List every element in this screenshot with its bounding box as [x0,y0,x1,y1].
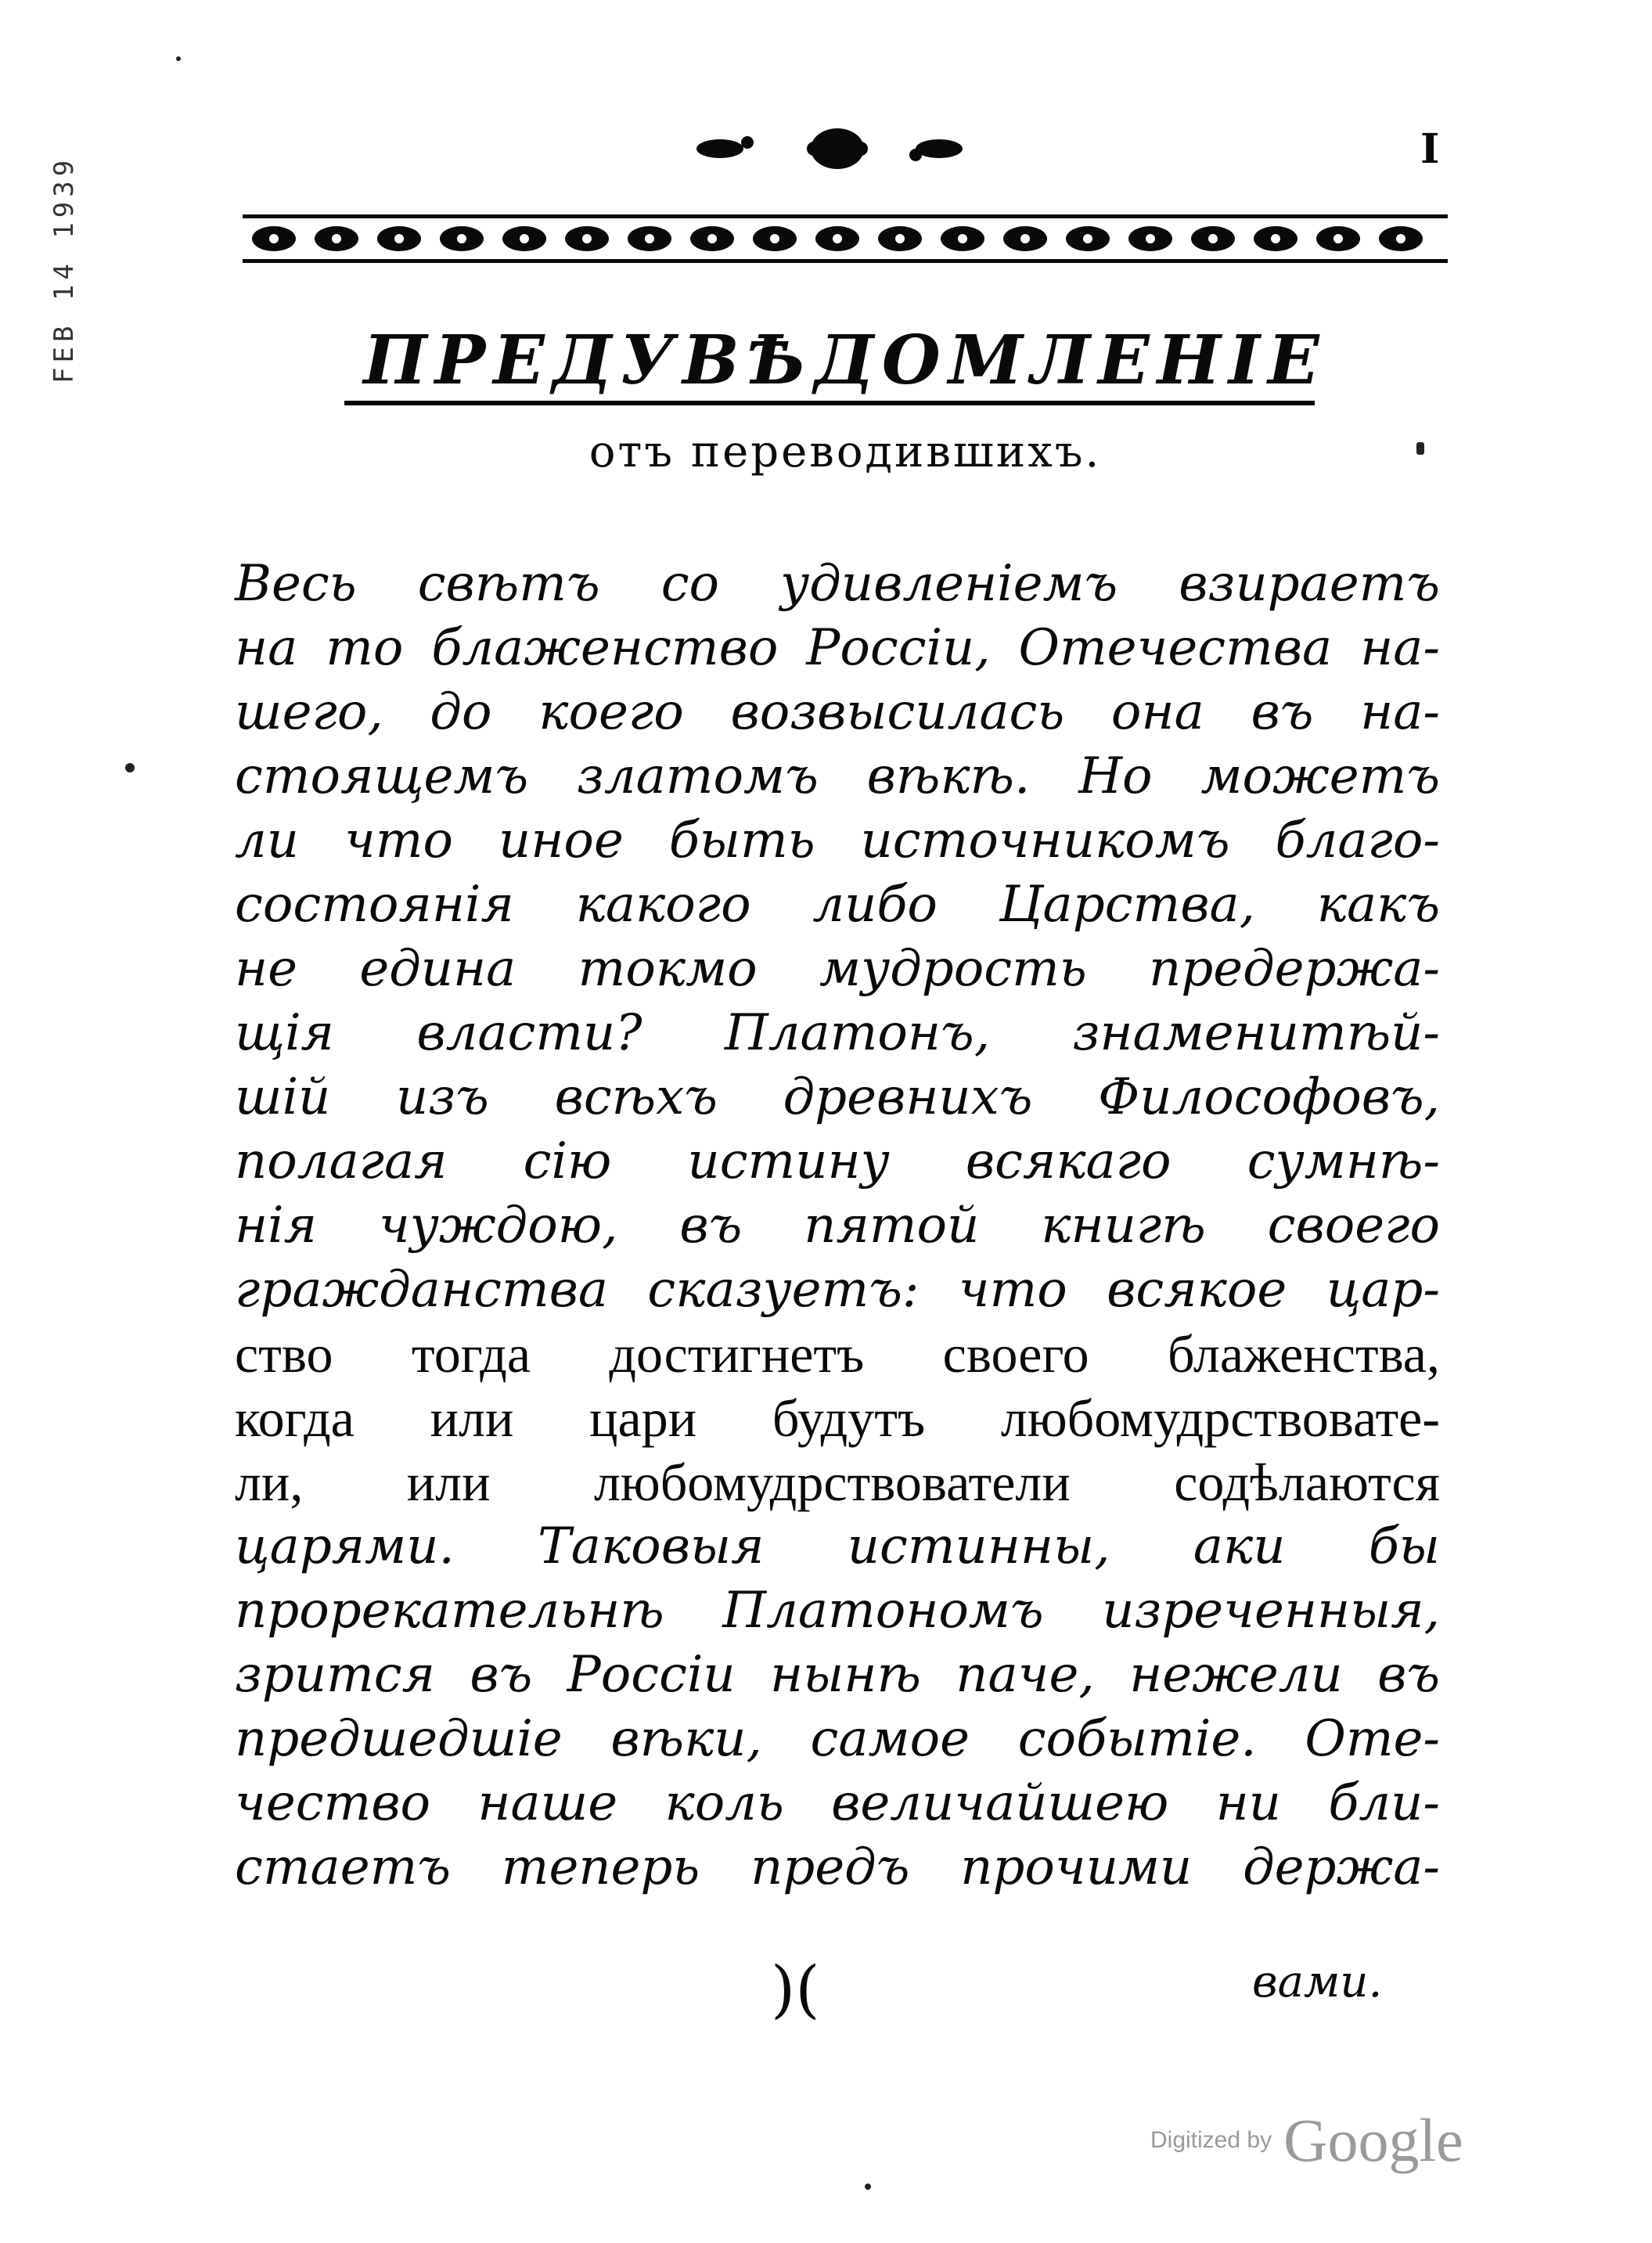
ornament-headpiece-icon [689,117,986,180]
text-line: предшедшіе вѣки, самое событіе. Оте- [235,1710,1440,1768]
text-line: щія власти? Платонъ, знаменитѣй- [235,1004,1440,1062]
text-line: гражданства сказуетъ: что всякое цар- [235,1261,1440,1319]
ink-speck [865,2184,871,2190]
page-title: ПРЕДУВѢДОМЛЕНІЕ [363,321,1327,400]
ink-speck [125,763,135,772]
ink-speck [1416,442,1424,455]
text-line: ли что иное быть источникомъ благо- [235,812,1440,869]
ink-speck [176,56,181,61]
library-stamp: FEB 14 1939 [49,155,80,383]
text-line: стоящемъ златомъ вѣкѣ. Но можетъ [235,747,1440,805]
text-line: шего, до коего возвысилась она въ на- [235,683,1440,741]
text-line: чество наше коль величайшею ни бли- [235,1774,1440,1832]
watermark-small-text: Digitized by [1150,2127,1272,2153]
text-line: прорекательнѣ Платономъ изреченныя, [235,1582,1440,1640]
signature-mark: )( [771,1953,820,2025]
text-line: ство тогда достигнетъ своего блаженства, [235,1324,1440,1384]
text-line: когда или цари будутъ любомудрствовате- [235,1388,1440,1448]
title-rule [344,401,1315,405]
text-line: нія чуждою, въ пятой книгѣ своего [235,1197,1440,1255]
page-subtitle: отъ переводившихъ. [588,427,1102,477]
catchword: вами. [1252,1957,1383,2007]
text-line: полагая сію истину всякаго сумнѣ- [235,1132,1440,1190]
text-line: зрится въ Россіи нынѣ паче, нежели въ [235,1646,1440,1704]
text-line: Весь свѣтъ со удивленіемъ взираетъ [235,555,1440,613]
page-folio: I [1420,125,1440,173]
text-line: состоянія какого либо Царства, какъ [235,876,1440,934]
body-text [235,552,1440,1899]
digitized-watermark [1150,2105,1463,2176]
text-line: не едина токмо мудрость предержа- [235,940,1440,998]
ornamental-band-icon [243,211,1448,266]
text-line: шій изъ всѣхъ древнихъ Философовъ, [235,1068,1440,1126]
text-line: царями. Таковыя истинны, аки бы [235,1518,1440,1575]
text-line: стаетъ теперь предъ прочими держа- [235,1838,1440,1896]
watermark-logo-text: Google [1283,2106,1463,2174]
text-line: ли, или любомудрствователи содѣлаются [235,1453,1440,1512]
text-line: на то блаженство Россіи, Отечества на- [235,619,1440,677]
